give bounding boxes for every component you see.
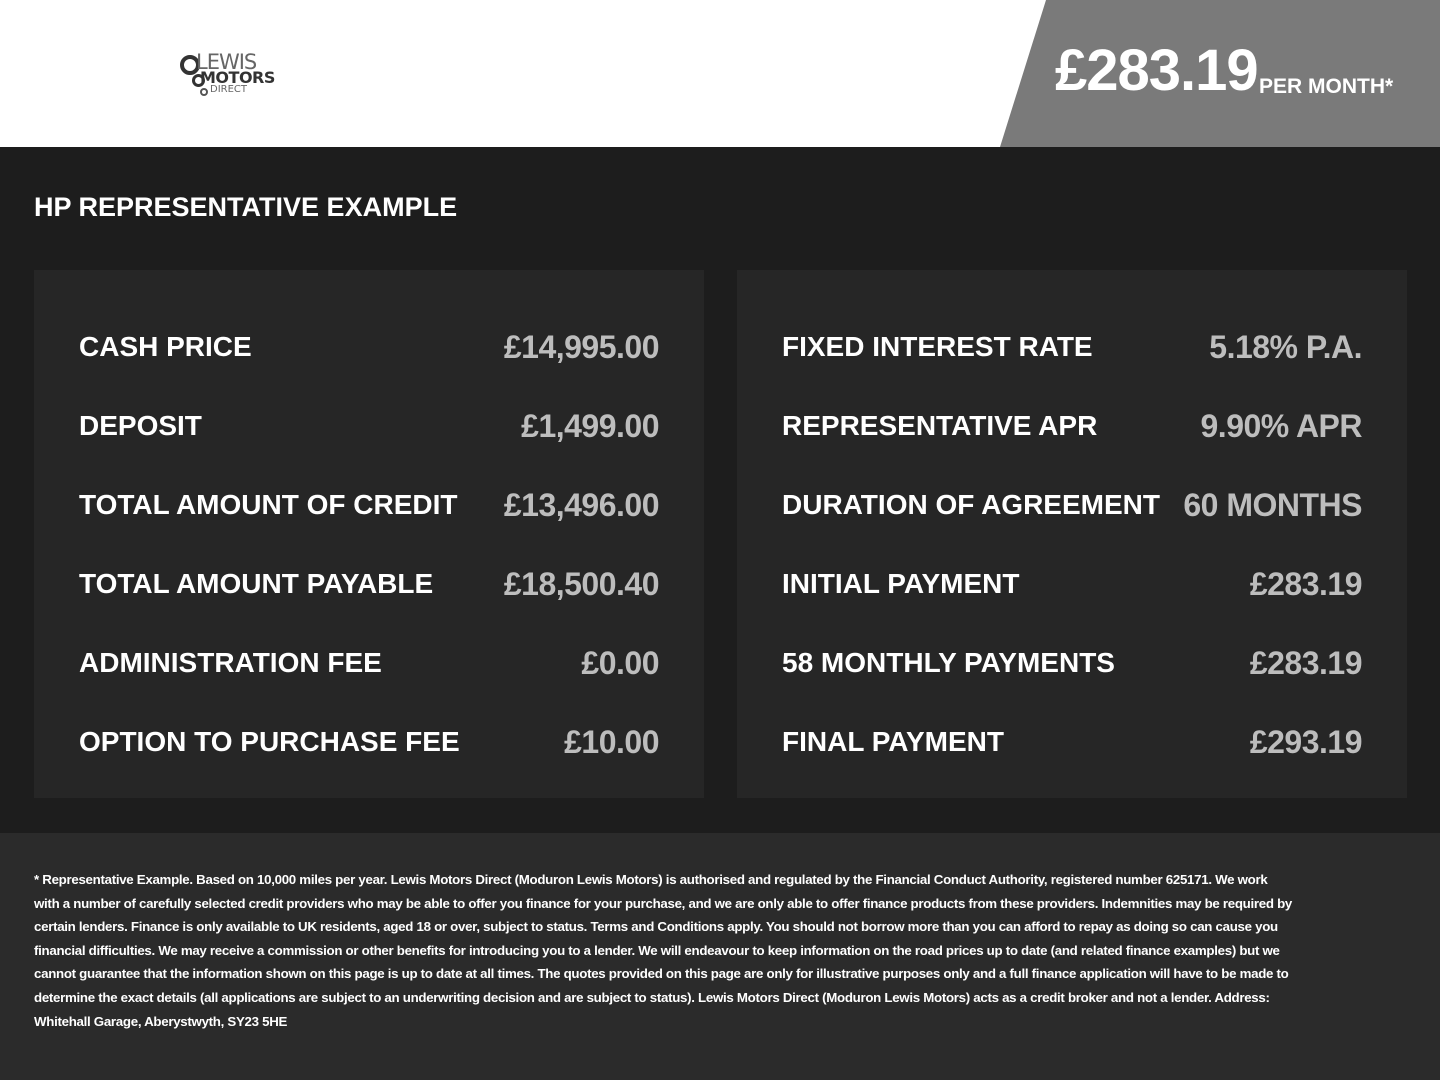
representative-example-section: [0, 147, 1440, 833]
detail-row-purchase-fee: [79, 722, 659, 762]
detail-row-deposit: [79, 406, 659, 446]
detail-label: DURATION OF AGREEMENT: [782, 489, 1160, 520]
detail-value: £283.19: [1249, 645, 1362, 681]
detail-value: £10.00: [564, 724, 659, 760]
detail-row-initial-payment: [782, 564, 1362, 604]
detail-label: INITIAL PAYMENT: [782, 568, 1020, 599]
detail-value: £13,496.00: [503, 487, 659, 523]
detail-value: £14,995.00: [503, 329, 659, 365]
detail-row-monthly-payments: [782, 643, 1362, 683]
logo: [180, 50, 300, 102]
detail-label: TOTAL AMOUNT OF CREDIT: [79, 489, 458, 520]
detail-label: FINAL PAYMENT: [782, 726, 1004, 757]
detail-row-total-credit: [79, 485, 659, 525]
detail-row-duration: [782, 485, 1362, 525]
detail-value: 60 MONTHS: [1183, 487, 1362, 523]
detail-row-admin-fee: [79, 643, 659, 683]
detail-row-apr: [782, 406, 1362, 446]
detail-row-total-payable: [79, 564, 659, 604]
detail-value: £283.19: [1249, 566, 1362, 602]
right-details-card: [737, 270, 1407, 798]
detail-value: £1,499.00: [521, 408, 659, 444]
detail-value: £0.00: [581, 645, 659, 681]
detail-label: TOTAL AMOUNT PAYABLE: [79, 568, 434, 599]
monthly-price: £283.19: [1055, 38, 1258, 103]
logo-text-line3: DIRECT: [210, 84, 248, 95]
detail-row-final-payment: [782, 722, 1362, 762]
detail-label: CASH PRICE: [79, 331, 252, 362]
detail-value: £293.19: [1249, 724, 1362, 760]
detail-value: 5.18% P.A.: [1209, 329, 1362, 365]
left-details-card: [34, 270, 704, 798]
per-month-label: PER MONTH*: [1259, 75, 1394, 98]
detail-label: FIXED INTEREST RATE: [782, 331, 1093, 362]
detail-label: REPRESENTATIVE APR: [782, 410, 1098, 441]
header: [0, 0, 1440, 147]
gear-icon: [200, 88, 208, 96]
detail-row-interest-rate: [782, 327, 1362, 367]
detail-value: 9.90% APR: [1200, 408, 1362, 444]
logo-text-line1: LEWIS: [196, 50, 257, 74]
detail-label: OPTION TO PURCHASE FEE: [79, 726, 460, 757]
section-title: HP REPRESENTATIVE EXAMPLE: [34, 192, 458, 222]
detail-label: ADMINISTRATION FEE: [79, 647, 382, 678]
detail-label: DEPOSIT: [79, 410, 202, 441]
detail-label: 58 MONTHLY PAYMENTS: [782, 647, 1115, 678]
disclaimer-text: * Representative Example. Based on 10,000 miles per year. Lewis Motors Direct (Moduron Lewis Motors) is authorised and regulated by the Financial Conduct Authority, registered number 625171. We work with a number of carefully selected credit providers who may be able to offer you finance for your purchase, and we are only able to offer finance products from these providers. Indemnities may be required by certain lenders. Finance is only available to UK residents, aged 18 or over, subject to status. Terms and Conditions apply. You should not borrow more than you can afford to repay as doing so can cause you financial difficulties. We may receive a commission or other benefits for introducing you to a lender. We will endeavour to keep information on the road prices up to date (and related finance examples) but we cannot guarantee that the information shown on this page is up to date at all times. The quotes provided on this page are only for illustrative purposes only and a full finance application will have to be made to determine the exact details (all applications are subject to an underwriting decision and are subject to status). Lewis Motors Direct (Moduron Lewis Motors) acts as a credit broker and not a lender. Address: Whitehall Garage, Aberystwyth, SY23 5HE: [34, 872, 1293, 1029]
detail-value: £18,500.40: [503, 566, 659, 602]
detail-row-cash-price: [79, 327, 659, 367]
logo-text-line2: MOTORS: [200, 68, 275, 87]
